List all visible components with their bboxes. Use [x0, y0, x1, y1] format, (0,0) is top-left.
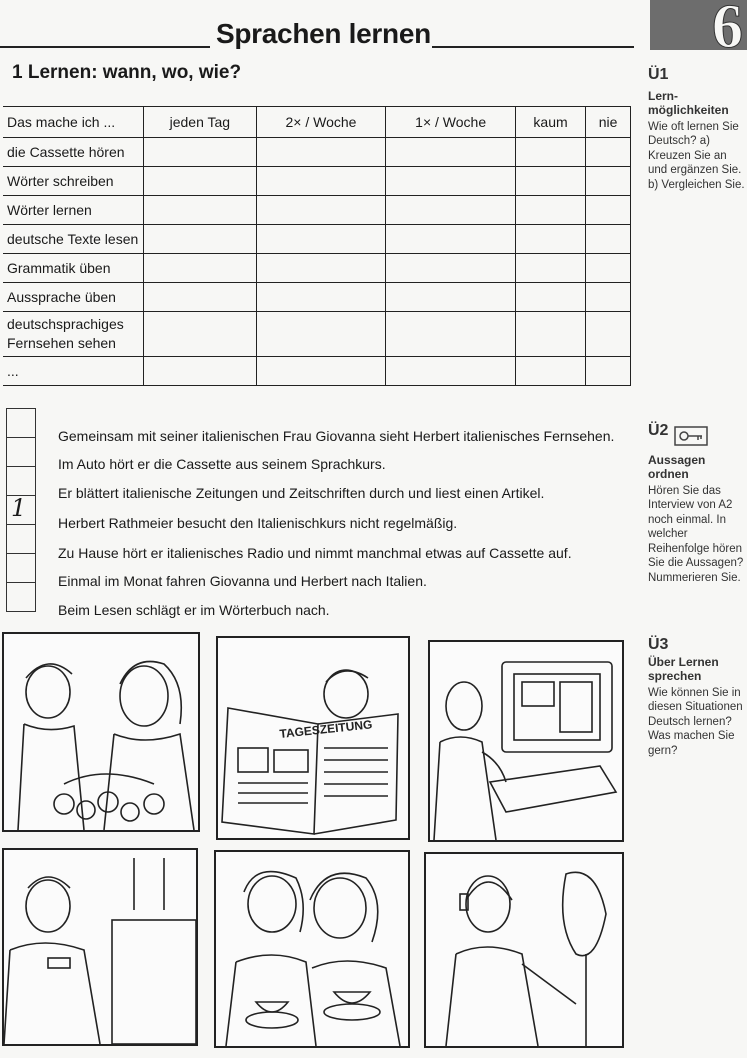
table-cell[interactable] [586, 254, 631, 283]
number-box[interactable] [6, 466, 36, 495]
handwritten-number: 1 [11, 494, 27, 522]
coffee-drawing [216, 852, 408, 1046]
table-cell[interactable] [386, 357, 516, 386]
table-row [3, 196, 631, 225]
exercise-number: Ü2 [648, 422, 669, 439]
number-box[interactable] [6, 495, 36, 524]
table-cell[interactable] [515, 138, 585, 167]
illustration-man-with-headphones [424, 852, 624, 1048]
number-box[interactable] [6, 553, 36, 582]
table-cell[interactable] [256, 167, 386, 196]
table-cell[interactable] [586, 167, 631, 196]
chapter-number: 6 [712, 0, 743, 61]
table-row [3, 167, 631, 196]
table-cell[interactable] [256, 283, 386, 312]
exercise-instructions: Wie oft lernen Sie Deutsch? a) Kreuzen Sie an und ergänzen Sie. b) Vergleichen Sie. [648, 120, 745, 191]
exercise-heading: Lern-möglichkeiten [648, 88, 729, 117]
illustration-couple-watching-tv [2, 632, 200, 832]
row-label: Aussprache üben [3, 283, 144, 312]
table-cell[interactable] [386, 254, 516, 283]
table-header-rarely: kaum [515, 107, 585, 138]
page-title: Sprachen lernen [216, 18, 431, 49]
row-label: deutsche Texte lesen [3, 225, 144, 254]
illustration-woman-at-computer [428, 640, 624, 842]
exercise-u3 [648, 638, 747, 758]
table-cell[interactable] [256, 254, 386, 283]
exercise-heading: Aussagen ordnen [648, 452, 706, 481]
table-cell[interactable] [586, 138, 631, 167]
header-rule-right [432, 46, 634, 48]
table-cell[interactable] [386, 283, 516, 312]
table-row [3, 138, 631, 167]
row-label: deutschsprachiges Fernsehen sehen [3, 312, 144, 357]
statement: Im Auto hört er die Cassette aus seinem Sprachkurs. [58, 456, 386, 472]
exercise-number: Ü3 [648, 636, 669, 653]
illustration-man-reading-newspaper [216, 636, 410, 840]
frequency-table [3, 106, 631, 386]
statement: Einmal im Monat fahren Giovanna und Herbert nach Italien. [58, 573, 427, 589]
exercise-instructions: Hören Sie das Interview von A2 noch einmal. In welcher Reihenfolge hören Sie die Aussagen? Nummerieren Sie. [648, 484, 744, 584]
table-cell[interactable] [144, 254, 257, 283]
statement: Gemeinsam mit seiner italienischen Frau Giovanna sieht Herbert italienisches Fernsehen. [58, 428, 615, 444]
row-label: Wörter lernen [3, 196, 144, 225]
exercise-instructions: Wie können Sie in diesen Situationen Deutsch lernen? Was machen Sie gern? [648, 686, 743, 757]
illustration-man-with-remote [2, 848, 198, 1046]
table-cell[interactable] [144, 225, 257, 254]
table-cell[interactable] [586, 283, 631, 312]
table-header-twice-weekly: 2× / Woche [256, 107, 386, 138]
table-cell[interactable] [386, 225, 516, 254]
exercise-number-row [648, 424, 747, 439]
table-cell[interactable] [515, 225, 585, 254]
couple-drawing [4, 634, 198, 830]
table-header-daily: jeden Tag [144, 107, 257, 138]
row-label: Grammatik üben [3, 254, 144, 283]
number-box[interactable] [6, 437, 36, 466]
statement: Er blättert italienische Zeitungen und Zeitschriften durch und liest einen Artikel. [58, 485, 545, 501]
headphones-drawing [426, 854, 622, 1046]
table-cell[interactable] [256, 312, 386, 357]
table-cell[interactable] [515, 167, 585, 196]
table-row [3, 225, 631, 254]
exercise-heading: Über Lernen sprechen [648, 654, 719, 683]
section-title: 1 Lernen: wann, wo, wie? [12, 62, 242, 83]
statement: Zu Hause hört er italienisches Radio und nimmt manchmal etwas auf Cassette auf. [58, 545, 572, 561]
table-cell[interactable] [144, 312, 257, 357]
tv-drawing [4, 850, 196, 1044]
row-label: die Cassette hören [3, 138, 144, 167]
table-cell[interactable] [256, 196, 386, 225]
table-cell[interactable] [144, 167, 257, 196]
numbering-boxes [6, 408, 36, 612]
row-label: ... [3, 357, 144, 386]
table-cell[interactable] [515, 357, 585, 386]
table-row [3, 254, 631, 283]
table-header-never: nie [586, 107, 631, 138]
exercise-number: Ü1 [648, 66, 669, 83]
table-cell[interactable] [144, 138, 257, 167]
number-box[interactable] [6, 582, 36, 612]
table-cell[interactable] [256, 357, 386, 386]
audio-key-icon [674, 426, 708, 446]
table-cell[interactable] [386, 138, 516, 167]
table-cell[interactable] [586, 225, 631, 254]
exercise-u1 [648, 68, 747, 192]
table-row [3, 283, 631, 312]
table-row [3, 357, 631, 386]
statement: Herbert Rathmeier besucht den Italienischkurs nicht regelmäßig. [58, 515, 458, 531]
table-cell[interactable] [586, 357, 631, 386]
table-cell[interactable] [256, 138, 386, 167]
table-cell[interactable] [586, 196, 631, 225]
chapter-tab [650, 0, 747, 61]
table-cell[interactable] [515, 254, 585, 283]
table-header-once-weekly: 1× / Woche [386, 107, 516, 138]
illustration-women-drinking-coffee [214, 850, 410, 1048]
table-header-row [3, 107, 631, 138]
number-box[interactable] [6, 524, 36, 553]
table-cell[interactable] [386, 196, 516, 225]
table-cell[interactable] [386, 312, 516, 357]
header-rule-left [0, 46, 210, 48]
table-cell[interactable] [515, 283, 585, 312]
table-row [3, 312, 631, 357]
table-cell[interactable] [144, 283, 257, 312]
number-box[interactable] [6, 408, 36, 437]
newspaper-masthead: TAGESZEITUNG [278, 717, 373, 741]
table-cell[interactable] [256, 225, 386, 254]
table-header-activity: Das mache ich ... [3, 107, 144, 138]
exercise-u2 [648, 424, 747, 585]
computer-drawing [430, 642, 622, 840]
table-cell[interactable] [144, 196, 257, 225]
row-label: Wörter schreiben [3, 167, 144, 196]
table-cell[interactable] [515, 312, 585, 357]
table-cell[interactable] [386, 167, 516, 196]
table-cell[interactable] [515, 196, 585, 225]
statement: Beim Lesen schlägt er im Wörterbuch nach. [58, 602, 330, 618]
table-cell[interactable] [586, 312, 631, 357]
newspaper-drawing [218, 638, 408, 838]
table-cell[interactable] [144, 357, 257, 386]
